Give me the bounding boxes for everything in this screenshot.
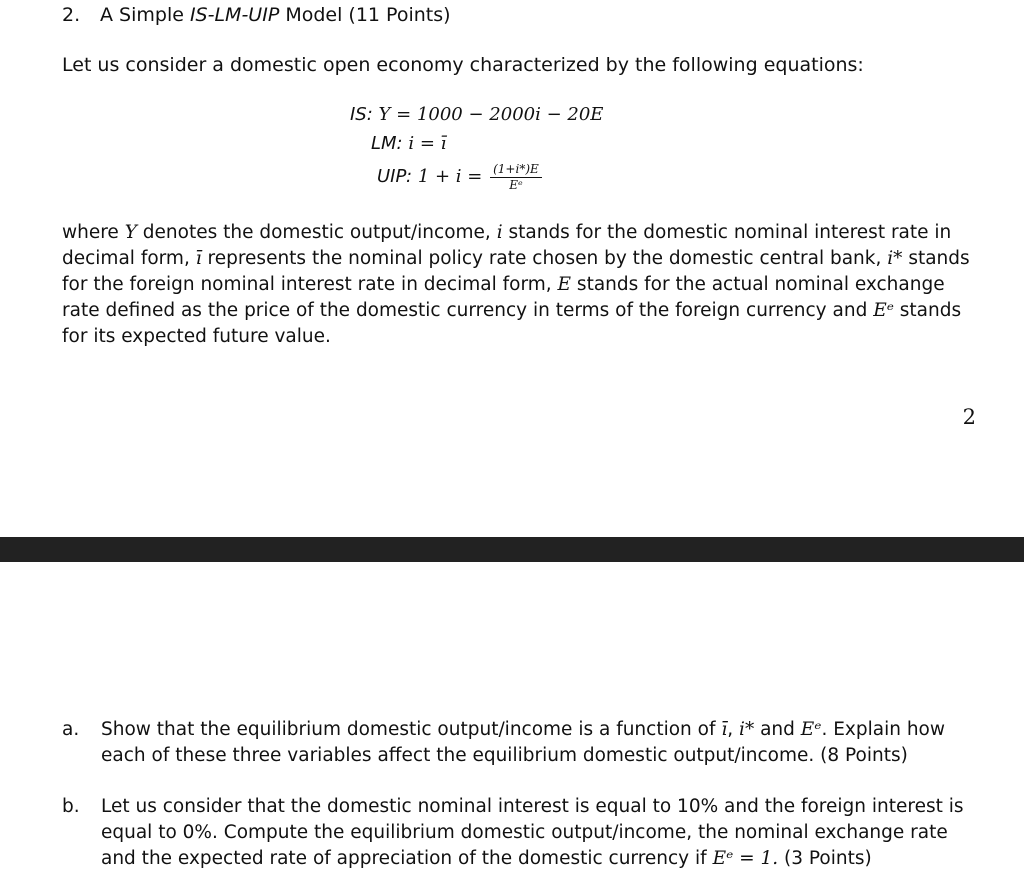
lm-expression: i = ī <box>408 133 447 154</box>
part-a-marker: a. <box>62 719 80 740</box>
uip-numerator: (1+i*)E <box>490 162 542 178</box>
part-b-text <box>101 794 982 872</box>
title-model: IS-LM-UIP <box>189 4 280 26</box>
part-a-body: Show that the equilibrium domestic output/income is a function of <box>101 719 722 740</box>
part-a-body: . Explain how each of these three variables affect the equilibrium domestic output/income. (8 Points) <box>101 719 946 766</box>
def-text: represents the nominal policy rate chosen by the domestic central bank, <box>201 248 888 269</box>
part-a <box>62 717 982 769</box>
part-a-ibar: ī <box>721 719 728 740</box>
part-a-istar: i* <box>739 719 755 740</box>
question-title <box>62 4 451 26</box>
part-b-body: (3 Points) <box>778 848 872 869</box>
def-text: stands for the foreign nominal interest rate in decimal form, <box>62 248 970 295</box>
part-b-marker: b. <box>62 796 80 817</box>
is-label: IS: <box>350 104 373 125</box>
def-text: stands for the actual nominal exchange rate defined as the price of the domestic currency in terms of the foreign currency and <box>62 274 945 321</box>
var-y: Y <box>124 222 137 243</box>
var-ee: Eᵉ <box>873 300 894 321</box>
page-separator-bar <box>0 537 1024 562</box>
part-a-text <box>101 717 982 769</box>
title-suffix: Model (11 Points) <box>279 4 451 26</box>
lm-label: LM: <box>371 133 403 154</box>
var-ibar: ī <box>195 248 202 269</box>
part-a-sep: , <box>727 719 740 740</box>
intro-text: Let us consider a domestic open economy characterized by the following equations: <box>62 54 864 76</box>
part-a-and: and <box>754 719 801 740</box>
var-istar: i* <box>887 248 903 269</box>
part-b <box>62 794 982 872</box>
var-e: E <box>557 274 572 295</box>
uip-denominator: Eᵉ <box>509 178 523 192</box>
is-equation <box>350 104 603 125</box>
definitions-paragraph <box>62 220 982 350</box>
def-text: stands for its expected future value. <box>62 300 962 347</box>
def-text: where <box>62 222 125 243</box>
uip-label: UIP: <box>377 166 413 187</box>
page-number: 2 <box>962 405 976 429</box>
uip-equation <box>377 162 542 192</box>
title-prefix: A Simple <box>100 4 190 26</box>
question-number: 2. <box>62 4 81 26</box>
uip-fraction <box>490 162 542 192</box>
part-a-ee: Eᵉ <box>800 719 822 740</box>
def-text: denotes the domestic output/income, <box>136 222 497 243</box>
def-text: stands for the domestic nominal interest rate in decimal form, <box>62 222 952 269</box>
part-b-math: Eᵉ = 1. <box>712 848 779 869</box>
uip-lhs: 1 + i = <box>417 166 483 187</box>
lm-equation <box>371 133 446 154</box>
is-expression: Y = 1000 − 2000i − 20E <box>378 104 604 125</box>
part-b-body: Let us consider that the domestic nominal interest is equal to 10% and the foreign interest is equal to 0%. Compute the equilibrium domestic output/income, the nominal exchange rate and the expected rate of appreciation of the domestic currency if <box>101 796 964 869</box>
var-i: i <box>496 222 503 243</box>
